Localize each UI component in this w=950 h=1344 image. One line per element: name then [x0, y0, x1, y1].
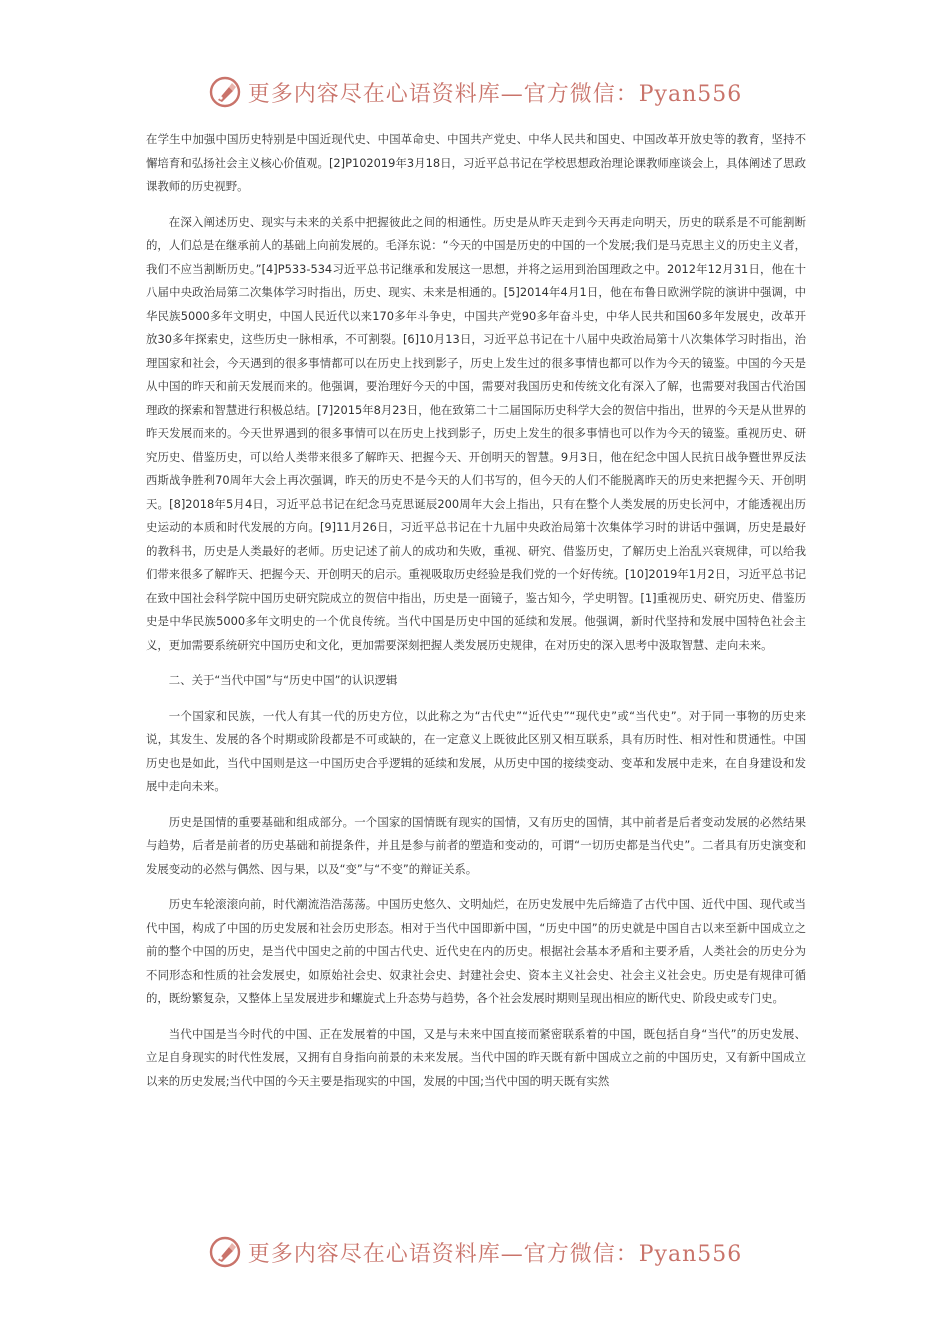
- banner-text: 更多内容尽在心语资料库—官方微信：Pyan556: [247, 81, 743, 107]
- pen-nib-circle-icon: [208, 75, 242, 109]
- paragraph: 当代中国是当今时代的中国、正在发展着的中国，又是与未来中国直接而紧密联系着的中国，既包括自身“当代”的历史发展、立足自身现实的时代性发展，又拥有自身指向前景的未来发展。当代中国的昨天既有新中国成立之前的中国历史，又有新中国成立以来的历史发展;当代中国的今天主要是指现实的中国，发展的中国;当代中国的明天既有实然: [146, 1026, 806, 1088]
- header-banner: [0, 72, 950, 112]
- section-heading: 二、关于“当代中国”与“历史中国”的认识逻辑: [168, 673, 398, 687]
- paragraph: 在深入阐述历史、现实与未来的关系中把握彼此之间的相通性。历史是从昨天走到今天再走向明天，历史的联系是不可能割断的，人们总是在继承前人的基础上向前发展的。毛泽东说：“今天的中国是历史的中国的一个发展;我们是马克思主义的历史主义者，我们不应当割断历史。”[4]P533-534习近平总书记继承和发展这一思想，并将之运用到治国理政之中。2012年12月31日，他在十八届中央政治局第二次集体学习时指出，历史、现实、未来是相通的。[5]2014年4月1日，他在布鲁日欧洲学院的演讲中强调，中华民族5000多年文明史，中国人民近代以来170多年斗争史，中国共产党90多年奋斗史，中华人民共和国60多年发展史，改革开放30多年探索史，这些历史一脉相承，不可割裂。[6]10月13日，习近平总书记在十八届中央政治局第十八次集体学习时指出，治理国家和社会，今天遇到的很多事情都可以在历史上找到影子，历史上发生过的很多事情也都可以作为今天的镜鉴。中国的今天是从中国的昨天和前天发展而来的。他强调，要治理好今天的中国，需要对我国历史和传统文化有深入了解，也需要对我国古代治国理政的探索和智慧进行积极总结。[7]2015年8月23日，他在致第二十二届国际历史科学大会的贺信中指出，世界的今天是从世界的昨天发展而来的。今天世界遇到的很多事情可以在历史上找到影子，历史上发生的很多事情也可以作为今天的镜鉴。重视历史、研究历史、借鉴历史，可以给人类带来很多了解昨天、把握今天、开创明天的智慧。9月3日，他在纪念中国人民抗日战争暨世界反法西斯战争胜利70周年大会上再次强调，昨天的历史不是今天的人们书写的，但今天的人们不能脱离昨天的历史来把握今天、开创明天。[8]2018年5月4日，习近平总书记在纪念马克思诞辰200周年大会上指出，只有在整个人类发展的历史长河中，才能透视出历史运动的本质和时代发展的方向。[9]11月26日，习近平总书记在十九届中央政治局第十次集体学习时的讲话中强调，历史是最好的教科书，历史是人类最好的老师。历史记述了前人的成功和失败，重视、研究、借鉴历史，了解历史上治乱兴衰规律，可以给我们带来很多了解昨天、把握今天、开创明天的启示。重视吸取历史经验是我们党的一个好传统。[10]2019年1月2日，习近平总书记在致中国社会科学院中国历史研究院成立的贺信中指出，历史是一面镜子，鉴古知今，学史明智。[1]重视历史、研究历史、借鉴历史是中华民族5000多年文明史的一个优良传统。当代中国是历史中国的延续和发展。他强调，新时代坚持和发展中国特色社会主义，更加需要系统研究中国历史和文化，更加需要深刻把握人类发展历史规律，在对历史的深入思考中汲取智慧、走向未来。: [146, 214, 806, 652]
- paragraph: 在学生中加强中国历史特别是中国近现代史、中国革命史、中国共产党史、中华人民共和国史、中国改革开放史等的教育，坚持不懈培育和弘扬社会主义核心价值观。[2]P102019年3月18日，习近平总书记在学校思想政治理论课教师座谈会上，具体阐述了思政课教师的历史视野。: [146, 132, 806, 193]
- pen-nib-circle-icon: [208, 1235, 242, 1269]
- paragraph: 历史车轮滚滚向前，时代潮流浩浩荡荡。中国历史悠久、文明灿烂，在历史发展中先后缔造了古代中国、近代中国、现代或当代中国，构成了中国的历史发展和社会历史形态。相对于当代中国即新中国，“历史中国”的历史就是中国自古以来至新中国成立之前的整个中国的历史，是当代中国史之前的中国古代史、近代史在内的历史。根据社会基本矛盾和主要矛盾，人类社会的历史分为不同形态和性质的社会发展史，如原始社会史、奴隶社会史、封建社会史、资本主义社会史、社会主义社会史。历史是有规律可循的，既纷繁复杂，又整体上呈发展进步和螺旋式上升态势与趋势，各个社会发展时期则呈现出相应的断代史、阶段史或专门史。: [146, 897, 806, 1005]
- footer-banner: [0, 1232, 950, 1272]
- banner-text: 更多内容尽在心语资料库—官方微信：Pyan556: [247, 1241, 743, 1267]
- paragraph: 一个国家和民族，一代人有其一代的历史方位，以此称之为“古代史”“近代史”“现代史”或“当代史”。对于同一事物的历史来说，其发生、发展的各个时期或阶段都是不可或缺的，在一定意义上既彼此区别又相互联系，具有历时性、相对性和贯通性。中国历史也是如此，当代中国则是这一中国历史合乎逻辑的延续和发展，从历史中国的接续变动、变革和发展中走来，在自身建设和发展中走向未来。: [146, 708, 806, 793]
- document-body: [146, 128, 806, 1105]
- paragraph: 历史是国情的重要基础和组成部分。一个国家的国情既有现实的国情，又有历史的国情，其中前者是后者变动发展的必然结果与趋势，后者是前者的历史基础和前提条件，并且是参与前者的塑造和变动的，可谓“一切历史都是当代史”。二者具有历史演变和发展变动的必然与偶然、因与果，以及“变”与“不变”的辩证关系。: [146, 814, 806, 876]
